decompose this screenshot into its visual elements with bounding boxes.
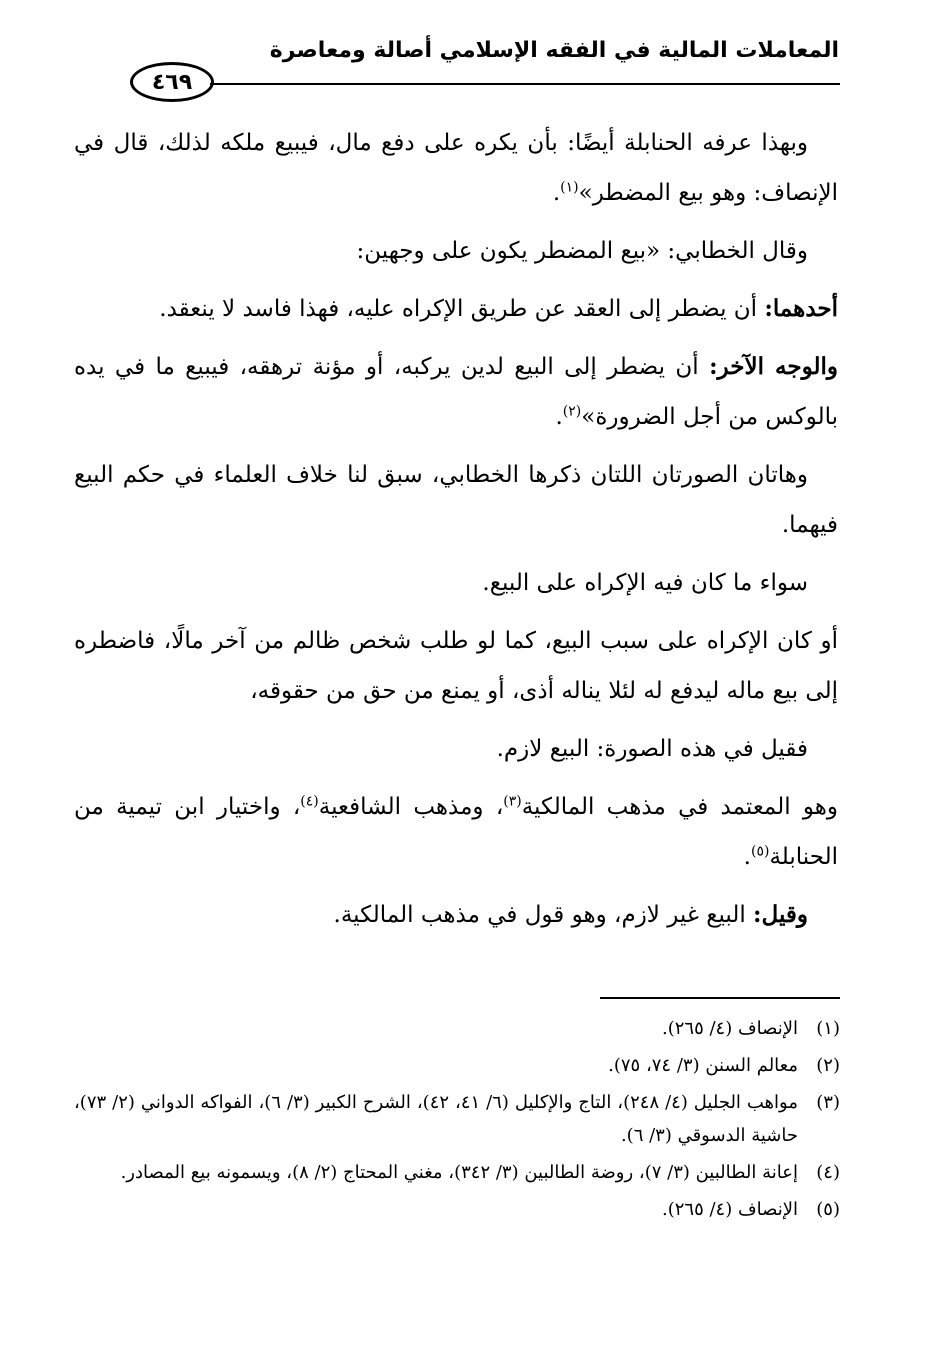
- paragraph-10: وقيل: البيع غير لازم، وهو قول في مذهب المالكية.: [333, 901, 808, 928]
- paragraph-9: وهو المعتمد في مذهب المالكية$^{(٣)}$، ومذهب الشافعية$^{(٤)}$، واختيار ابن تيمية من الحنابلة$^{(٥)}$.: [74, 793, 839, 870]
- footnote-ref-2[interactable]: (٢): [562, 403, 582, 420]
- paragraph-3: أحدهما: أن يضطر إلى العقد عن طريق الإكراه عليه، فهذا فاسد لا ينعقد.: [159, 295, 838, 322]
- footnote-number: (٥): [816, 1199, 840, 1220]
- footnote-number: (٣): [816, 1092, 840, 1113]
- footnote-number: (٤): [816, 1162, 840, 1183]
- paragraph-7: أو كان الإكراه على سبب البيع، كما لو طلب شخص ظالم من آخر مالًا، فاضطره إلى بيع ماله ليدفع له لئلا يناله أذى، أو يمنع من حق من حقوقه،: [74, 628, 838, 704]
- paragraph-4: والوجه الآخر: أن يضطر إلى البيع لدين يركبه، أو مؤنة ترهقه، فيبيع ما في يده بالوكس من أجل الضرورة»$^{(٢)}$.: [74, 353, 838, 430]
- footnote-item: [74, 1086, 840, 1152]
- footnote-number: (١): [816, 1018, 840, 1039]
- paragraph-3-lead: أحدهما:: [764, 295, 838, 322]
- footnotes: [74, 1012, 840, 1230]
- footnote-text: معالم السنن (٣/ ٧٤، ٧٥).: [608, 1055, 798, 1076]
- footnote-item: [74, 1049, 840, 1082]
- footnote-text: إعانة الطالبين (٣/ ٧)، روضة الطالبين (٣/ ٣٤٢)، مغني المحتاج (٢/ ٨)، ويسمونه بيع المصادر.: [120, 1162, 798, 1183]
- page-number: [130, 62, 214, 102]
- paragraph-10-lead: وقيل:: [753, 901, 808, 928]
- footnote-item: [74, 1012, 840, 1045]
- paragraph-2: وقال الخطابي: «بيع المضطر يكون على وجهين:: [356, 238, 808, 264]
- footnote-separator: [600, 997, 840, 999]
- footnote-text: الإنصاف (٤/ ٢٦٥).: [661, 1199, 798, 1220]
- footnote-ref-4[interactable]: (٤): [300, 793, 319, 810]
- footnote-number: (٢): [816, 1055, 840, 1076]
- paragraph-5: وهاتان الصورتان اللتان ذكرها الخطابي، سبق لنا خلاف العلماء في حكم البيع فيهما.: [74, 462, 838, 538]
- footnote-ref-3[interactable]: (٣): [503, 793, 522, 810]
- footnote-ref-1[interactable]: (١): [560, 179, 579, 196]
- page-number-text: ٤٦٩: [151, 69, 193, 95]
- main-text: [74, 118, 838, 948]
- running-header-title: المعاملات المالية في الفقه الإسلامي أصالة ومعاصرة: [269, 38, 839, 63]
- footnote-item: [74, 1193, 840, 1226]
- footnote-ref-5[interactable]: (٥): [750, 843, 770, 860]
- paragraph-6: سواء ما كان فيه الإكراه على البيع.: [482, 570, 808, 596]
- paragraph-1: وبهذا عرفه الحنابلة أيضًا: بأن يكره على دفع مال، فيبيع ملكه لذلك، قال في الإنصاف: وهو بيع المضطر»$^{(١)}$.: [74, 130, 838, 206]
- paragraph-4-lead: والوجه الآخر:: [709, 353, 838, 380]
- footnote-text: الإنصاف (٤/ ٢٦٥).: [661, 1018, 798, 1039]
- footnote-item: [74, 1156, 840, 1189]
- paragraph-8: فقيل في هذه الصورة: البيع لازم.: [496, 736, 808, 762]
- footnote-text: مواهب الجليل (٤/ ٢٤٨)، التاج والإكليل (٦/ ٤١، ٤٢)، الشرح الكبير (٣/ ٦)، الفواكه الدواني (٢/ ٧٣)، حاشية الدسوقي (٣/ ٦).: [74, 1092, 798, 1146]
- header-rule: [210, 83, 840, 85]
